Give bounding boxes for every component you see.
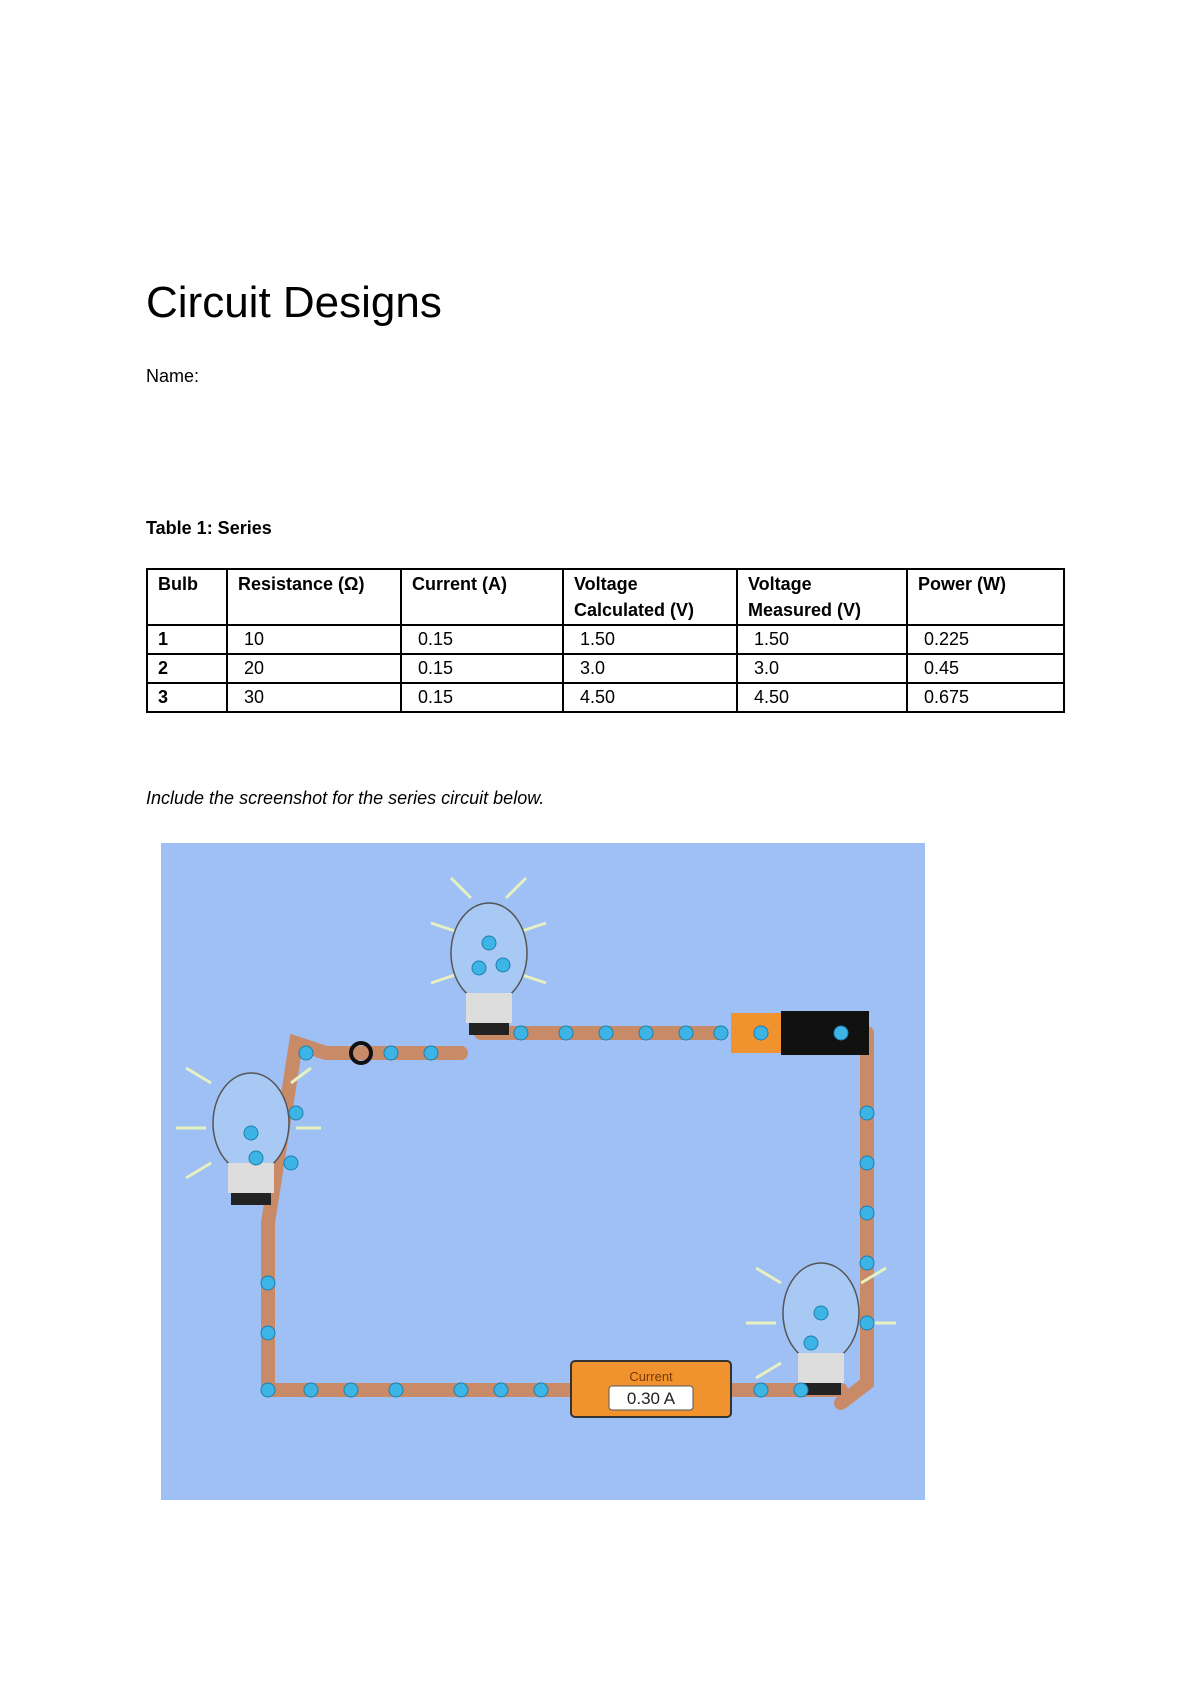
header-voltage-calculated: Voltage Calculated (V): [563, 569, 737, 625]
cell-power: 0.45: [907, 654, 1064, 683]
header-bulb: Bulb: [147, 569, 227, 625]
circuit-diagram: [161, 843, 925, 1500]
table-caption: Table 1: Series: [146, 518, 272, 538]
table-row: [147, 654, 1064, 683]
cell-bulb: 3: [147, 683, 227, 712]
battery-body: [781, 1011, 869, 1055]
header-power: Power (W): [907, 569, 1064, 625]
ammeter-value: 0.30 A: [626, 1389, 676, 1408]
cell-voltage-measured: 1.50: [737, 625, 907, 654]
electrons: [244, 936, 874, 1397]
cell-current: 0.15: [401, 683, 563, 712]
table-row: [147, 683, 1064, 712]
cell-bulb: 2: [147, 654, 227, 683]
table-row: [147, 625, 1064, 654]
cell-voltage-measured: 4.50: [737, 683, 907, 712]
page-title: Circuit Designs: [146, 278, 442, 327]
table-header-row: [147, 569, 1064, 625]
header-resistance: Resistance (Ω): [227, 569, 401, 625]
series-table: [146, 568, 1065, 713]
wires: [268, 1033, 867, 1403]
cell-current: 0.15: [401, 654, 563, 683]
cell-power: 0.225: [907, 625, 1064, 654]
cell-resistance: 30: [227, 683, 401, 712]
bulb-top: [431, 878, 546, 1035]
cell-bulb: 1: [147, 625, 227, 654]
name-label: Name:: [146, 366, 200, 386]
cell-resistance: 20: [227, 654, 401, 683]
wire-left: [268, 1043, 461, 1387]
ammeter-label: Current: [629, 1369, 673, 1384]
cell-voltage-measured: 3.0: [737, 654, 907, 683]
cell-power: 0.675: [907, 683, 1064, 712]
cell-voltage-calculated: 4.50: [563, 683, 737, 712]
header-current: Current (A): [401, 569, 563, 625]
circuit-screenshot: [161, 843, 925, 1500]
cell-resistance: 10: [227, 625, 401, 654]
cell-voltage-calculated: 3.0: [563, 654, 737, 683]
instruction-text: Include the screenshot for the series circuit below.: [146, 788, 545, 808]
cell-current: 0.15: [401, 625, 563, 654]
header-voltage-measured: Voltage Measured (V): [737, 569, 907, 625]
cell-voltage-calculated: 1.50: [563, 625, 737, 654]
ammeter: [571, 1361, 731, 1417]
